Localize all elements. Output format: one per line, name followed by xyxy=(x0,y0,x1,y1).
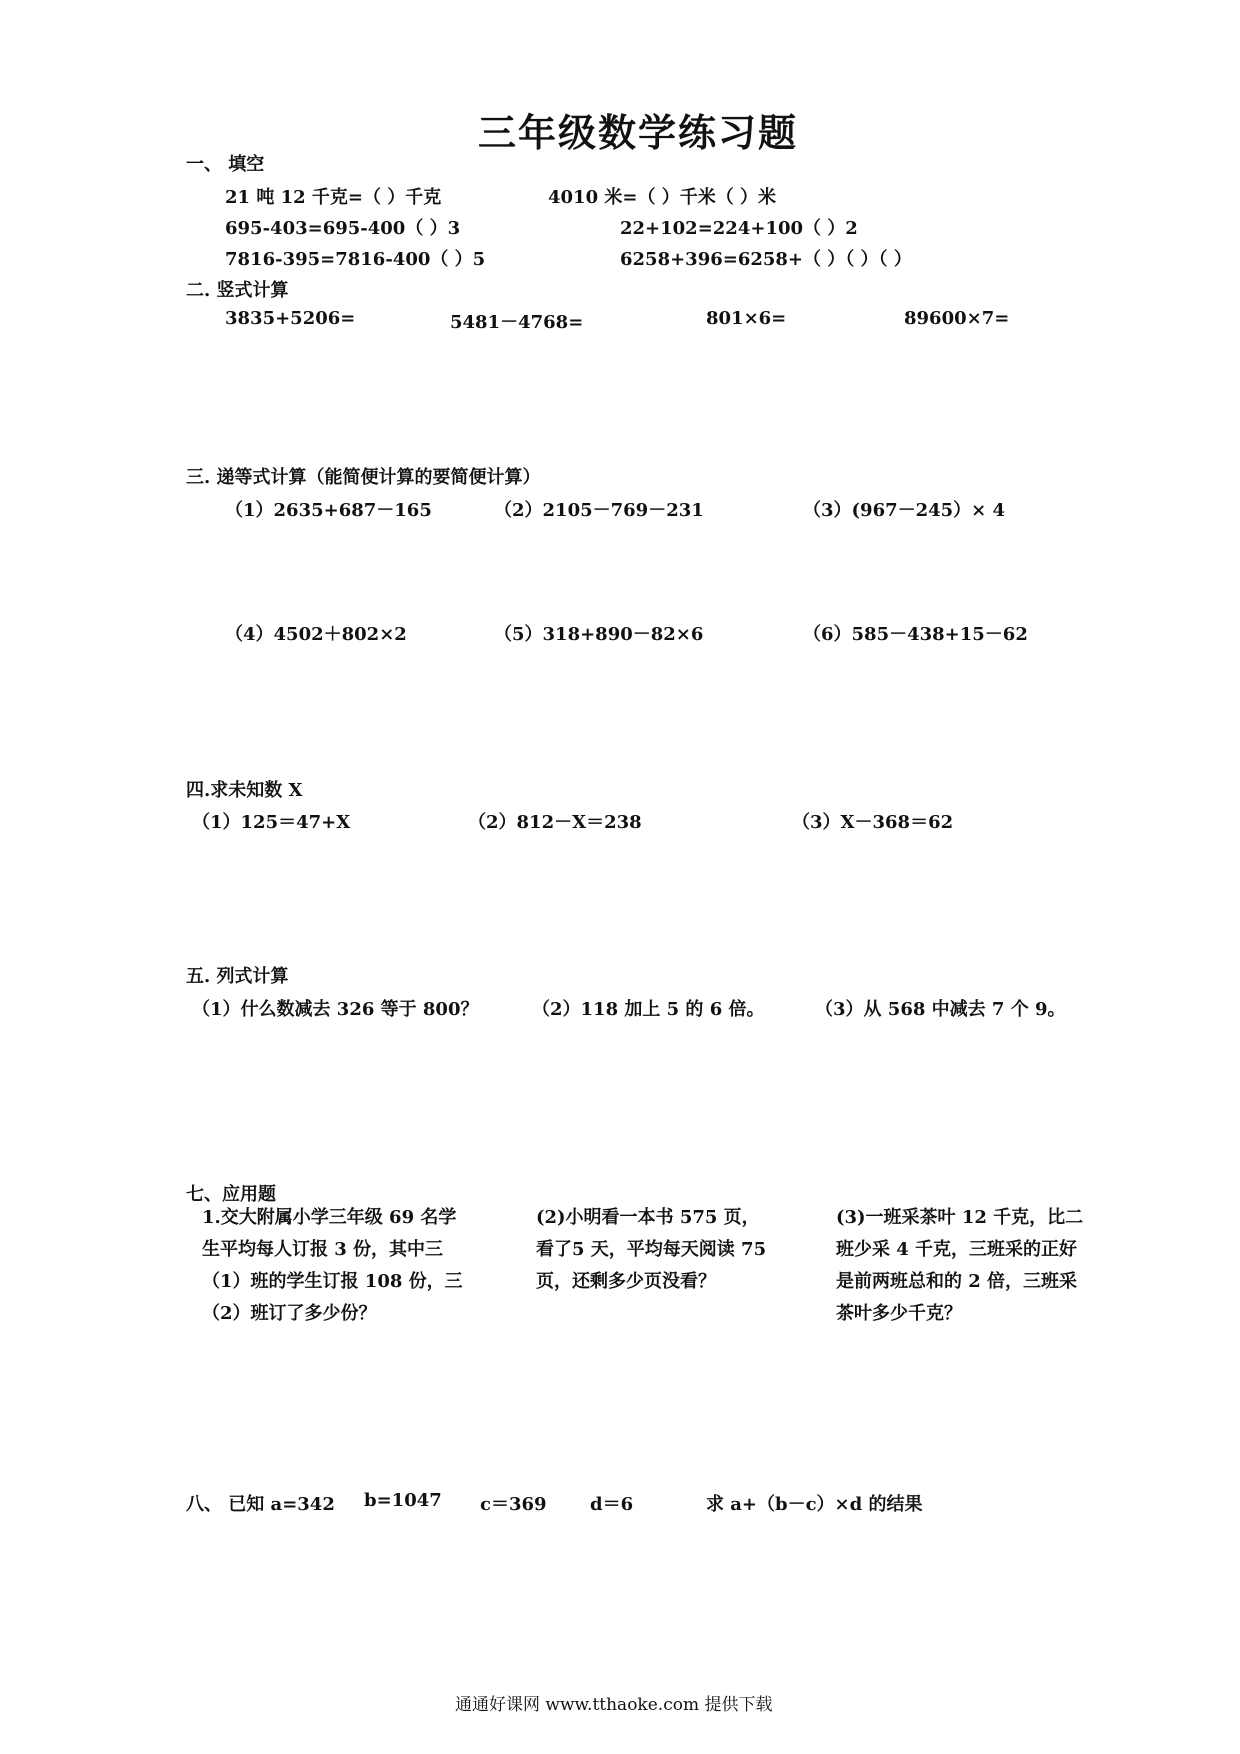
word-problem-3: (3)一班采茶叶 12 千克，比二班少采 4 千克，三班采的正好是前两班总和的 2 倍，三班采茶叶多少千克？ xyxy=(836,1207,1084,1324)
page-title: 三年级数学练习题 xyxy=(478,110,799,155)
section-1-heading: 一、 填空 xyxy=(186,154,265,175)
equation-item: （3）X－368＝62 xyxy=(792,812,954,833)
fill-question: 22+102=224+100（ ）2 xyxy=(620,218,858,239)
word-calc-item: （3）从 568 中减去 7 个 9。 xyxy=(815,999,1066,1020)
vertical-calc-item: 89600×7= xyxy=(904,308,1010,329)
step-calc-item: （6）585－438+15－62 xyxy=(803,624,1028,645)
given-d: d＝6 xyxy=(590,1494,634,1515)
fill-question: 695-403=695-400（ ）3 xyxy=(225,218,461,239)
section-3-heading: 三. 递等式计算（能简便计算的要简便计算） xyxy=(186,467,541,488)
fill-question: 7816-395=7816-400（ ）5 xyxy=(225,249,486,270)
step-calc-item: （3）(967－245）× 4 xyxy=(803,500,1006,521)
vertical-calc-item: 5481－4768= xyxy=(450,312,584,333)
vertical-calc-item: 3835+5206= xyxy=(225,308,356,329)
step-calc-item: （2）2105－769－231 xyxy=(494,500,704,521)
fill-question: 6258+396=6258+（ ）（ ）（ ） xyxy=(620,249,912,270)
fill-question: 4010 米=（ ）千米（ ）米 xyxy=(548,187,776,208)
section-7-heading: 七、应用题 xyxy=(186,1184,276,1205)
section-5-heading: 五. 列式计算 xyxy=(186,966,289,987)
footer-source: 通通好课网 www.tthaoke.com 提供下载 xyxy=(455,1695,773,1715)
vertical-calc-item: 801×6= xyxy=(706,308,787,329)
given-b: b=1047 xyxy=(364,1490,442,1511)
word-calc-item: （1）什么数减去 326 等于 800？ xyxy=(192,999,479,1020)
word-problem-1: 1.交大附属小学三年级 69 名学生平均每人订报 3 份，其中三（1）班的学生订报 108 份，三（2）班订了多少份？ xyxy=(202,1207,463,1324)
step-calc-item: （4）4502＋802×2 xyxy=(225,624,407,645)
section-2-heading: 二. 竖式计算 xyxy=(186,280,289,301)
equation-item: （2）812－X＝238 xyxy=(468,812,642,833)
equation-item: （1）125＝47+X xyxy=(192,812,351,833)
section-4-heading: 四.求未知数 X xyxy=(186,780,303,801)
given-c: c＝369 xyxy=(480,1494,547,1515)
word-calc-item: （2）118 加上 5 的 6 倍。 xyxy=(532,999,765,1020)
fill-question: 21 吨 12 千克=（ ）千克 xyxy=(225,187,442,208)
question-ask: 求 a+（b－c）×d 的结果 xyxy=(706,1494,923,1515)
step-calc-item: （5）318+890－82×6 xyxy=(494,624,704,645)
step-calc-item: （1）2635+687－165 xyxy=(225,500,432,521)
word-problem-2: (2)小明看一本书 575 页，看了5 天，平均每天阅读 75 页，还剩多少页没看？ xyxy=(536,1207,767,1292)
section-8-heading: 八、 已知 a=342 xyxy=(186,1494,335,1515)
